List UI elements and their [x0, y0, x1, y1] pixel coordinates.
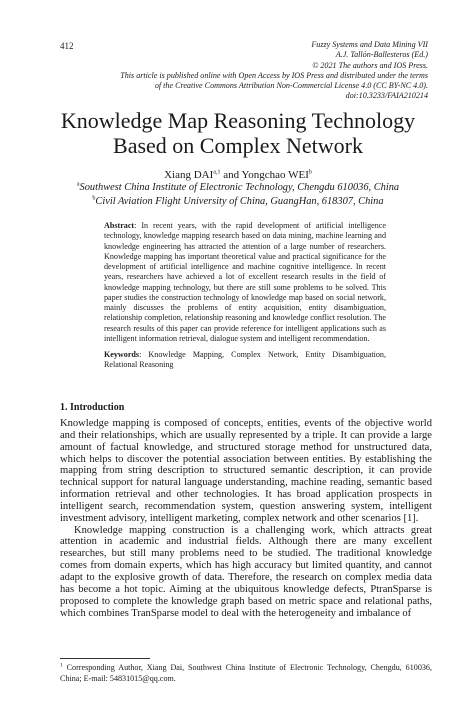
- body-paragraph: Knowledge mapping construction is a challenging work, which attracts great attention in academic and industrial fields. Although there are many excellent researches, but still many problems need to be studied. The traditional knowledge comes from domain experts, which has high accuracy but limited quantity, and cannot adapt to the explosive growth of data. Therefore, the research on complex media data has become a hot topic. Aiming at the ubiquitous knowledge defects, PtranSparse is proposed to complete the knowledge graph based on metric space and relational paths, which combines TranSparse model to deal with the heterogeneity and imbalance of: [60, 524, 432, 619]
- footnote-divider: [60, 658, 150, 659]
- section-heading: 1. Introduction: [60, 402, 125, 413]
- abstract: [104, 221, 386, 344]
- affiliation-mark: a: [76, 181, 80, 188]
- affiliation-a: [40, 182, 436, 193]
- publication-header: [68, 40, 428, 102]
- footnote-mark: 1: [60, 662, 63, 669]
- header-line: Fuzzy Systems and Data Mining VII: [311, 40, 428, 49]
- author-list: [40, 169, 436, 181]
- header-line: A.J. Tallón-Ballesteros (Ed.): [335, 50, 428, 60]
- affiliation-b: [40, 196, 436, 207]
- author-conjunction: and: [220, 169, 242, 181]
- author-affiliation-mark: a,1: [213, 169, 221, 176]
- paper-title: [40, 108, 436, 158]
- title-line-1: Knowledge Map Reasoning Technology: [60, 108, 416, 133]
- header-line: This article is published online with Open Access by IOS Press and distributed under the terms: [120, 70, 428, 80]
- author-affiliation-mark: b: [308, 169, 312, 176]
- keywords-text: : Knowledge Mapping, Complex Network, Entity Disambiguation, Relational Reasoning: [104, 350, 386, 370]
- page-number: 412: [60, 41, 74, 51]
- header-line: doi:10.3233/FAIA210214: [345, 91, 428, 101]
- author-name: Xiang DAI: [164, 169, 214, 181]
- abstract-label: Abstract: [104, 221, 135, 230]
- footnote: [60, 663, 432, 684]
- header-line: © 2021 The authors and IOS Press.: [312, 60, 428, 70]
- affiliation-text: Southwest China Institute of Electronic Technology, Chengdu 610036, China: [79, 182, 400, 193]
- body-paragraph: Knowledge mapping is composed of concepts, entities, events of the objective world and their relationships, which are usually represented by a triple. It can provide a large amount of factual knowledge, and structured storage method for unstructured data, which helps to discover the potential association between entities. By establishing the mapping from string description to structured semantic description, it can provide technical support for natural language understanding, machine reading, semantic based information retrieval and other technologies. It has broad application prospects in intelligent search, recommendation system, question answering system, intelligent investment advisory, intelligent marketing, complex network and other scenarios [1].: [60, 418, 432, 524]
- keywords: [104, 350, 386, 371]
- footnote-text: Corresponding Author, Xiang Dai, Southwest China Institute of Electronic Technology, Chengdu, 610036, China; E-mail: 54831015@qq.com.: [60, 663, 432, 683]
- affiliation-text: Civil Aviation Flight University of China, GuangHan, 618307, China: [95, 196, 384, 207]
- author-name: Yongchao WEI: [241, 169, 309, 181]
- header-line: of the Creative Commons Attribution Non-Commercial License 4.0 (CC BY-NC 4.0).: [154, 81, 428, 91]
- title-line-2: Based on Complex Network: [113, 133, 363, 158]
- affiliation-mark: b: [92, 195, 96, 202]
- abstract-text: : In recent years, with the rapid development of artificial intelligence technology, knowledge mapping research based on data mining, machine learning and knowledge engineering has attracted the attention of a large number of researchers. Knowledge mapping has important theoretical value and practical significance for the development of artificial intelligence and machine cognitive intelligence. In recent years, researchers have achieved a lot of excellent research results in the field of knowledge mapping technology, but there are still some problems to be solved. This paper studies the construction technology of knowledge map based on social network, mainly discusses the problems of entity acquisition, entity disambiguation, relationship completion, relationship reasoning and knowledge conflict resolution. The research results of this paper can provide reference for intelligent applications such as intelligent information retrieval, dialogue system and intelligent recommendation.: [104, 221, 386, 343]
- keywords-label: Keywords: [104, 350, 140, 359]
- section-body: [60, 418, 432, 619]
